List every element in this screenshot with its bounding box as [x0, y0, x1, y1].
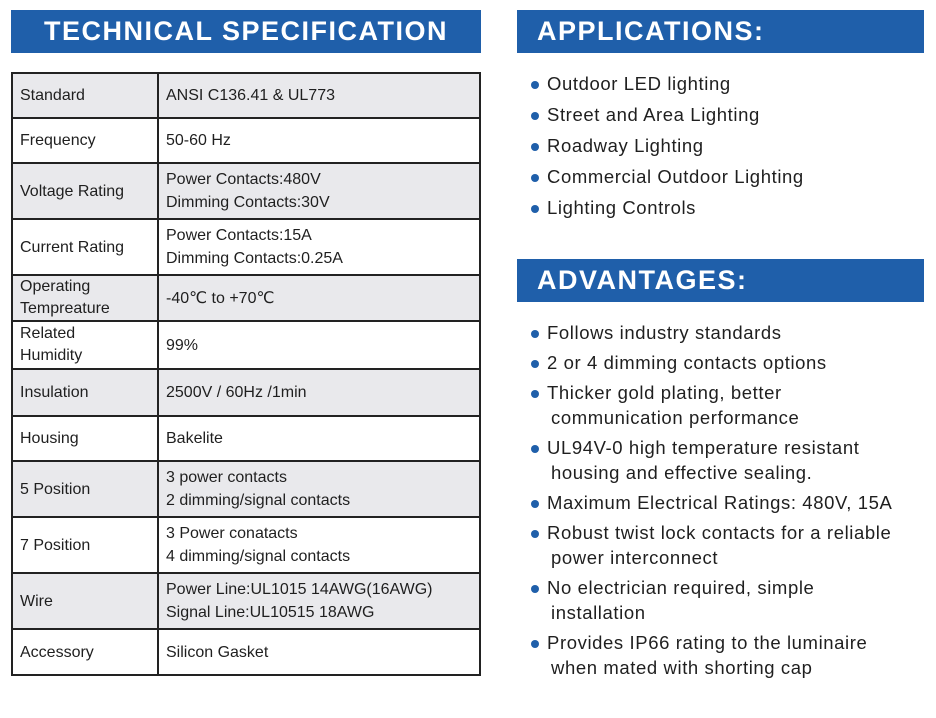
bullet-dot-icon [531, 174, 539, 182]
spec-value-line: 99% [166, 336, 199, 354]
spec-value-line: 2 dimming/signal contacts [166, 492, 351, 509]
spec-value [158, 461, 480, 517]
spec-value [158, 163, 480, 219]
advantage-item-text: Thicker gold plating, better [547, 382, 782, 403]
spec-row [12, 461, 480, 517]
advantage-item-text: installation [551, 602, 646, 623]
advantage-item [517, 435, 932, 485]
spec-value-line: ANSI C136.41 & UL773 [166, 87, 335, 104]
spec-value-line: Power Contacts:15A [166, 227, 312, 244]
spec-value-line: 4 dimming/signal contacts [166, 548, 351, 565]
advantage-item-text: Robust twist lock contacts for a reliable [547, 522, 892, 543]
spec-table [11, 72, 481, 676]
spec-row [12, 573, 480, 629]
bullet-dot-icon [531, 500, 539, 508]
bullet-dot-icon [531, 360, 539, 368]
advantage-item-text: communication performance [551, 407, 800, 428]
spec-key-line: Humidity [20, 347, 83, 364]
bullet-dot-icon [531, 81, 539, 89]
advantage-item-text: No electrician required, simple [547, 577, 815, 598]
spec-key-line: Frequency [20, 132, 96, 149]
spec-row [12, 163, 480, 219]
advantage-item-text: housing and effective sealing. [551, 462, 813, 483]
spec-title: TECHNICAL SPECIFICATION [11, 10, 481, 53]
advantage-item [517, 630, 932, 680]
spec-value [158, 369, 480, 416]
advantage-item-text: Provides IP66 rating to the luminaire [547, 632, 868, 653]
application-item [517, 195, 927, 220]
spec-value [158, 573, 480, 629]
application-item [517, 71, 927, 96]
application-item [517, 102, 927, 127]
bullet-dot-icon [531, 640, 539, 648]
spec-key-line: 7 Position [20, 536, 91, 554]
spec-row [12, 219, 480, 275]
bullet-dot-icon [531, 205, 539, 213]
application-item [517, 164, 927, 189]
spec-key [12, 275, 158, 321]
application-item-text: Street and Area Lighting [547, 104, 760, 125]
spec-value-line: Dimming Contacts:30V [166, 194, 330, 211]
spec-key [12, 321, 158, 369]
spec-key [12, 118, 158, 163]
applications-title: APPLICATIONS: [517, 10, 924, 53]
advantage-item-text: Follows industry standards [547, 322, 782, 343]
advantages-list [517, 320, 932, 685]
spec-row [12, 517, 480, 573]
spec-value-line: Silicon Gasket [166, 643, 269, 661]
spec-key-line: 5 Position [20, 480, 91, 498]
advantage-item-text: when mated with shorting cap [551, 657, 813, 678]
spec-value [158, 517, 480, 573]
spec-value-line: Signal Line:UL10515 18AWG [166, 604, 375, 621]
spec-row [12, 416, 480, 461]
advantage-item-text: 2 or 4 dimming contacts options [547, 352, 827, 373]
advantage-item [517, 490, 932, 515]
spec-key-line: Voltage Rating [20, 182, 125, 200]
spec-key [12, 629, 158, 675]
advantage-item [517, 520, 932, 570]
advantage-item-text: power interconnect [551, 547, 719, 568]
spec-key [12, 416, 158, 461]
spec-key [12, 461, 158, 517]
spec-value-line: 2500V / 60Hz /1min [166, 384, 307, 401]
spec-row [12, 629, 480, 675]
spec-value [158, 219, 480, 275]
spec-key-line: Operating [20, 278, 91, 295]
spec-key [12, 219, 158, 275]
spec-row [12, 321, 480, 369]
spec-key-line: Related [20, 325, 76, 342]
spec-key-line: Insulation [20, 384, 89, 401]
bullet-dot-icon [531, 143, 539, 151]
application-item-text: Outdoor LED lighting [547, 73, 731, 94]
advantage-item [517, 575, 932, 625]
advantage-item-text: Maximum Electrical Ratings: 480V, 15A [547, 492, 893, 513]
bullet-dot-icon [531, 445, 539, 453]
spec-value-line: 3 Power conatacts [166, 525, 298, 542]
spec-key-line: Tempreature [20, 300, 110, 317]
application-item-text: Commercial Outdoor Lighting [547, 166, 804, 187]
spec-value-line: -40℃ to +70℃ [166, 289, 275, 307]
spec-value [158, 275, 480, 321]
spec-value-line: Power Contacts:480V [166, 171, 321, 188]
spec-key [12, 163, 158, 219]
spec-value [158, 416, 480, 461]
spec-key-line: Standard [20, 87, 85, 104]
spec-key [12, 369, 158, 416]
bullet-dot-icon [531, 112, 539, 120]
bullet-dot-icon [531, 390, 539, 398]
spec-key [12, 73, 158, 118]
spec-key-line: Current Rating [20, 238, 125, 256]
spec-row [12, 275, 480, 321]
spec-value-line: Power Line:UL1015 14AWG(16AWG) [166, 581, 433, 598]
advantage-item [517, 350, 932, 375]
spec-row [12, 118, 480, 163]
application-item [517, 133, 927, 158]
spec-value [158, 629, 480, 675]
spec-value-line: 3 power contacts [166, 469, 287, 486]
spec-key [12, 573, 158, 629]
spec-row [12, 73, 480, 118]
spec-row [12, 369, 480, 416]
spec-value-line: 50-60 Hz [166, 132, 231, 149]
advantage-item-text: UL94V-0 high temperature resistant [547, 437, 860, 458]
application-item-text: Lighting Controls [547, 197, 697, 218]
applications-list [517, 71, 927, 226]
spec-value [158, 321, 480, 369]
spec-value [158, 73, 480, 118]
spec-value-line: Dimming Contacts:0.25A [166, 250, 343, 267]
bullet-dot-icon [531, 530, 539, 538]
spec-value-line: Bakelite [166, 430, 223, 447]
bullet-dot-icon [531, 330, 539, 338]
advantages-title: ADVANTAGES: [517, 259, 924, 302]
advantage-item [517, 380, 932, 430]
spec-key [12, 517, 158, 573]
spec-key-line: Housing [20, 430, 79, 447]
advantage-item [517, 320, 932, 345]
application-item-text: Roadway Lighting [547, 135, 704, 156]
spec-key-line: Accessory [20, 643, 94, 661]
bullet-dot-icon [531, 585, 539, 593]
spec-value [158, 118, 480, 163]
spec-key-line: Wire [20, 592, 53, 610]
